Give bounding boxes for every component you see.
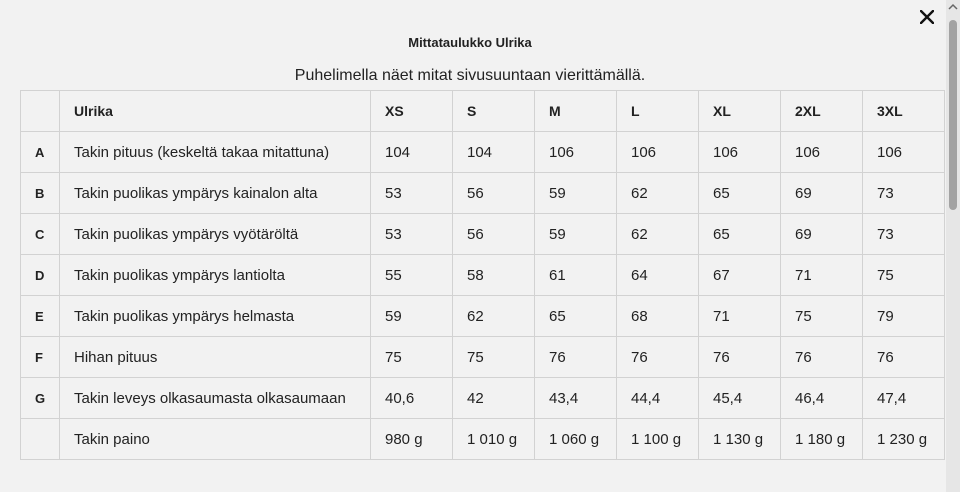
- row-value-cell: 106: [781, 132, 863, 173]
- row-value-cell: 56: [453, 214, 535, 255]
- row-value-cell: 980 g: [371, 419, 453, 460]
- row-letter: C: [21, 214, 60, 255]
- row-value-cell: 104: [371, 132, 453, 173]
- row-letter: [21, 419, 60, 460]
- table-header-row: [21, 91, 945, 132]
- row-value-cell: 76: [781, 337, 863, 378]
- row-measurement-name: Takin puolikas ympärys helmasta: [60, 296, 371, 337]
- table-row: [21, 419, 945, 460]
- header-letter-cell: [21, 91, 60, 132]
- table-row: [21, 296, 945, 337]
- row-value-cell: 47,4: [863, 378, 945, 419]
- header-size-s: S: [453, 91, 535, 132]
- row-value-cell: 67: [699, 255, 781, 296]
- close-button[interactable]: [916, 6, 938, 28]
- row-value-cell: 64: [617, 255, 699, 296]
- row-value-cell: 45,4: [699, 378, 781, 419]
- vertical-scrollbar[interactable]: [946, 0, 960, 492]
- row-measurement-name: Takin puolikas ympärys vyötäröltä: [60, 214, 371, 255]
- header-size-l: L: [617, 91, 699, 132]
- dialog-subtitle: Puhelimella näet mitat sivusuuntaan vierittämällä.: [294, 67, 646, 84]
- row-measurement-name: Hihan pituus: [60, 337, 371, 378]
- row-value-cell: 76: [535, 337, 617, 378]
- table-row: [21, 378, 945, 419]
- row-value-cell: 71: [699, 296, 781, 337]
- table-row: [21, 173, 945, 214]
- row-value-cell: 69: [781, 214, 863, 255]
- row-value-cell: 46,4: [781, 378, 863, 419]
- header-size-xs: XS: [371, 91, 453, 132]
- row-letter: G: [21, 378, 60, 419]
- table-row: [21, 132, 945, 173]
- row-value-cell: 65: [699, 214, 781, 255]
- row-value-cell: 59: [535, 173, 617, 214]
- header-size-2xl: 2XL: [781, 91, 863, 132]
- row-value-cell: 76: [863, 337, 945, 378]
- row-value-cell: 68: [617, 296, 699, 337]
- row-value-cell: 75: [863, 255, 945, 296]
- row-letter: F: [21, 337, 60, 378]
- row-value-cell: 56: [453, 173, 535, 214]
- row-value-cell: 73: [863, 173, 945, 214]
- row-letter: B: [21, 173, 60, 214]
- table-row: [21, 255, 945, 296]
- row-value-cell: 106: [699, 132, 781, 173]
- close-icon: [920, 10, 934, 24]
- row-value-cell: 1 130 g: [699, 419, 781, 460]
- row-value-cell: 58: [453, 255, 535, 296]
- size-table: [20, 90, 945, 460]
- row-value-cell: 62: [453, 296, 535, 337]
- row-value-cell: 42: [453, 378, 535, 419]
- row-value-cell: 55: [371, 255, 453, 296]
- row-measurement-name: Takin paino: [60, 419, 371, 460]
- row-value-cell: 65: [535, 296, 617, 337]
- row-value-cell: 65: [699, 173, 781, 214]
- row-letter: E: [21, 296, 60, 337]
- row-letter: A: [21, 132, 60, 173]
- row-value-cell: 76: [617, 337, 699, 378]
- row-value-cell: 62: [617, 214, 699, 255]
- row-measurement-name: Takin puolikas ympärys lantiolta: [60, 255, 371, 296]
- header-size-xl: XL: [699, 91, 781, 132]
- header-size-m: M: [535, 91, 617, 132]
- row-value-cell: 106: [617, 132, 699, 173]
- row-value-cell: 71: [781, 255, 863, 296]
- row-measurement-name: Takin pituus (keskeltä takaa mitattuna): [60, 132, 371, 173]
- row-value-cell: 59: [371, 296, 453, 337]
- row-value-cell: 59: [535, 214, 617, 255]
- row-value-cell: 76: [699, 337, 781, 378]
- row-value-cell: 75: [781, 296, 863, 337]
- row-value-cell: 61: [535, 255, 617, 296]
- row-value-cell: 106: [535, 132, 617, 173]
- row-value-cell: 62: [617, 173, 699, 214]
- row-value-cell: 44,4: [617, 378, 699, 419]
- row-letter: D: [21, 255, 60, 296]
- row-value-cell: 40,6: [371, 378, 453, 419]
- row-value-cell: 53: [371, 214, 453, 255]
- table-row: [21, 337, 945, 378]
- scrollbar-thumb[interactable]: [949, 20, 957, 210]
- row-measurement-name: Takin puolikas ympärys kainalon alta: [60, 173, 371, 214]
- row-value-cell: 1 100 g: [617, 419, 699, 460]
- row-value-cell: 104: [453, 132, 535, 173]
- table-row: [21, 214, 945, 255]
- dialog-title: Mittataulukko Ulrika: [408, 35, 532, 50]
- row-value-cell: 53: [371, 173, 453, 214]
- row-value-cell: 43,4: [535, 378, 617, 419]
- row-value-cell: 75: [453, 337, 535, 378]
- scroll-up-arrow-icon[interactable]: [948, 2, 958, 12]
- row-value-cell: 1 060 g: [535, 419, 617, 460]
- row-value-cell: 1 010 g: [453, 419, 535, 460]
- row-value-cell: 75: [371, 337, 453, 378]
- row-value-cell: 73: [863, 214, 945, 255]
- row-value-cell: 1 230 g: [863, 419, 945, 460]
- header-size-3xl: 3XL: [863, 91, 945, 132]
- row-measurement-name: Takin leveys olkasaumasta olkasaumaan: [60, 378, 371, 419]
- row-value-cell: 79: [863, 296, 945, 337]
- row-value-cell: 1 180 g: [781, 419, 863, 460]
- row-value-cell: 106: [863, 132, 945, 173]
- row-value-cell: 69: [781, 173, 863, 214]
- header-name-cell: Ulrika: [60, 91, 371, 132]
